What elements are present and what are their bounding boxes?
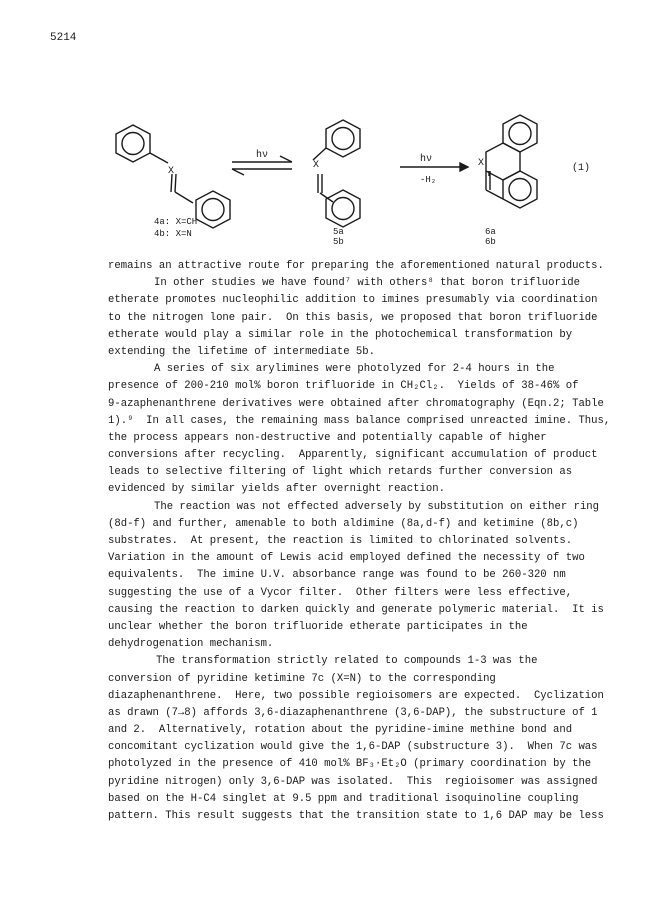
text-line: A series of six arylimines were photolyzed for 2-4 hours in the [154, 363, 555, 376]
text-line: pyridine nitrogen) only 3,6-DAP was isolated. This regioisomer was assigned [108, 775, 598, 788]
equation-number: (1) [572, 163, 591, 174]
compound-6b-label: 6b [485, 237, 496, 247]
scheme-x-label-3: X [478, 158, 485, 169]
text-line: causing the reaction to darken quickly and generate polymeric material. It is [108, 603, 604, 616]
text-line: and 2. Alternatively, rotation about the pyridine-imine methine bond and [108, 724, 573, 737]
compound-4b-label: 4b: X=N [154, 229, 192, 239]
text-line: diazaphenanthrene. Here, two possible regioisomers are expected. Cyclization [108, 689, 604, 702]
text-line: unclear whether the boron trifluoride etherate participates in the [108, 620, 528, 633]
text-line: evidenced by similar yields after overnight reaction. [108, 483, 445, 496]
text-line: Variation in the amount of Lewis acid employed defined the necessity of two [108, 552, 585, 565]
compound-5b-label: 5b [333, 237, 344, 247]
text-line: equivalents. The imine U.V. absorbance range was found to be 260-320 nm [108, 569, 566, 582]
text-line: based on the H-C4 singlet at 9.5 ppm and traditional isoquinoline coupling [108, 792, 579, 805]
text-line: photolyzed in the presence of 410 mol% BF₃·Et₂O (primary coordination by the [108, 758, 592, 771]
text-line: substrates. At present, the reaction is limited to chlorinated solvents. [108, 535, 573, 547]
text-line: the process appears non-destructive and potentially capable of higher [108, 431, 547, 444]
text-line: pattern. This result suggests that the transition state to 1,6 DAP may be less [108, 810, 604, 822]
reaction-scheme [0, 110, 663, 250]
compound-6a-label: 6a [485, 227, 496, 237]
text-line: conversion of pyridine ketimine 7c (X=N) to the corresponding [108, 672, 496, 685]
arrow2-label-top: hν [420, 154, 433, 165]
text-line: 1).⁹ In all cases, the remaining mass balance comprised unreacted imine. Thus, [108, 414, 611, 427]
scheme-x-label-1: X [168, 166, 175, 177]
text-line: suggesting the use of a Vycor filter. Other filters were less effective, [108, 586, 573, 599]
text-line: concomitant cyclization would give the 1,6-DAP (substructure 3). When 7c was [108, 741, 598, 754]
text-line: to the nitrogen lone pair. On this basis, we proposed that boron trifluoride [108, 311, 598, 324]
page-number: 5214 [50, 32, 77, 44]
text-line: 9-azaphenanthrene derivatives were obtained after chromatography (Eqn.2; Table [108, 397, 604, 410]
text-line: extending the lifetime of intermediate 5b. [108, 345, 376, 358]
reaction-arrow [400, 163, 468, 171]
text-line: The transformation strictly related to compounds 1-3 was the [156, 655, 538, 668]
compound-6-structure [486, 115, 537, 208]
arrow2-label-bottom: -H₂ [420, 175, 437, 185]
compound-5a-label: 5a [333, 227, 344, 237]
text-line: (8d-f) and further, amenable to both aldimine (8a,d-f) and ketimine (8b,c) [108, 517, 579, 530]
text-line: etherate promotes nucleophilic addition to imines presumably via coordination [108, 294, 598, 307]
text-line: as drawn (7→8) affords 3,6-diazaphenanthrene (3,6-DAP), the substructure of 1 [108, 706, 598, 719]
text-line: dehydrogenation mechanism. [108, 638, 274, 651]
body-text [108, 258, 628, 825]
text-line: The reaction was not effected adversely by substitution on either ring [154, 500, 600, 513]
arrow1-label: hν [256, 150, 269, 161]
compound-5-structure [313, 120, 360, 227]
text-line: presence of 200-210 mol% boron trifluoride in CH₂Cl₂. Yields of 38-46% of [108, 380, 579, 393]
text-line: conversions after recycling. Apparently, significant accumulation of product [108, 449, 598, 462]
compound-4a-label: 4a: X=CH [154, 217, 198, 227]
text-line: leads to selective filtering of light which retards further conversion as [108, 466, 573, 479]
scheme-x-label-2: X [313, 160, 320, 171]
text-line: etherate would play a similar role in the photochemical transformation by [108, 328, 573, 341]
text-line: In other studies we have found⁷ with others⁸ that boron trifluoride [154, 277, 580, 290]
text-line: remains an attractive route for preparing the aforementioned natural products. [108, 260, 604, 272]
